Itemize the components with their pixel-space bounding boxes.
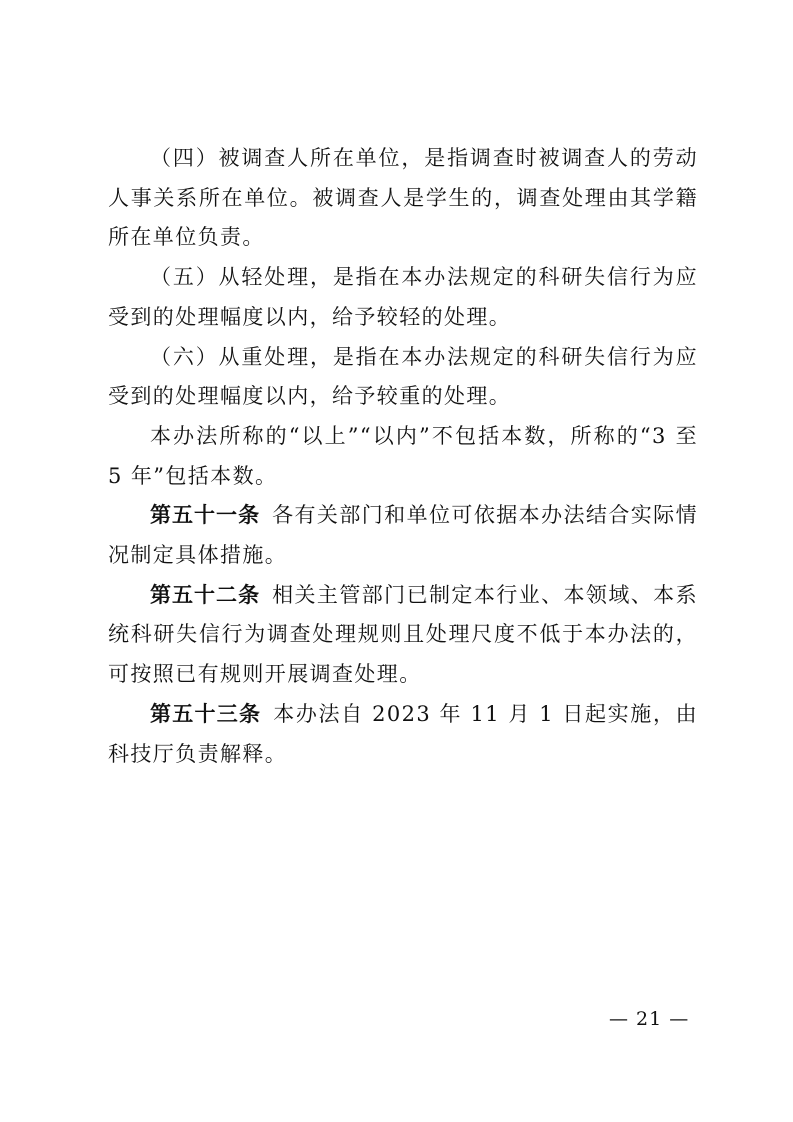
article-51 (108, 496, 698, 575)
paragraph-item-6: （六）从重处理，是指在本办法规定的科研失信行为应受到的处理幅度以内，给予较重的处理。 (108, 344, 698, 409)
article-text: 本办法自 2023 年 11 月 1 日起实施，由科技厅负责解释。 (108, 701, 699, 766)
article-text: 相关主管部门已制定本行业、本领域、本系统科研失信行为调查处理规则且处理尺度不低于本办法的，可按照已有规则开展调查处理。 (108, 582, 698, 687)
document-body (108, 139, 698, 774)
paragraph-item-5: （五）从轻处理，是指在本办法规定的科研失信行为应受到的处理幅度以内，给予较轻的处理。 (108, 265, 698, 329)
article-label: 第五十二条 (150, 582, 261, 607)
paragraph-item-4: （四）被调查人所在单位，是指调查时被调查人的劳动人事关系所在单位。被调查人是学生的，调查处理由其学籍所在单位负责。 (108, 146, 698, 250)
article-label: 第五十一条 (150, 503, 261, 528)
article-52 (108, 576, 698, 695)
article-text: 各有关部门和单位可依据本办法结合实际情况制定具体措施。 (108, 503, 698, 568)
article-53 (108, 695, 698, 774)
article-label: 第五十三条 (150, 701, 262, 726)
page-number: — 21 — (609, 1008, 690, 1030)
paragraph-scope-note: 本办法所称的“以上”“以内”不包括本数，所称的“3 至 5 年”包括本数。 (108, 423, 698, 488)
